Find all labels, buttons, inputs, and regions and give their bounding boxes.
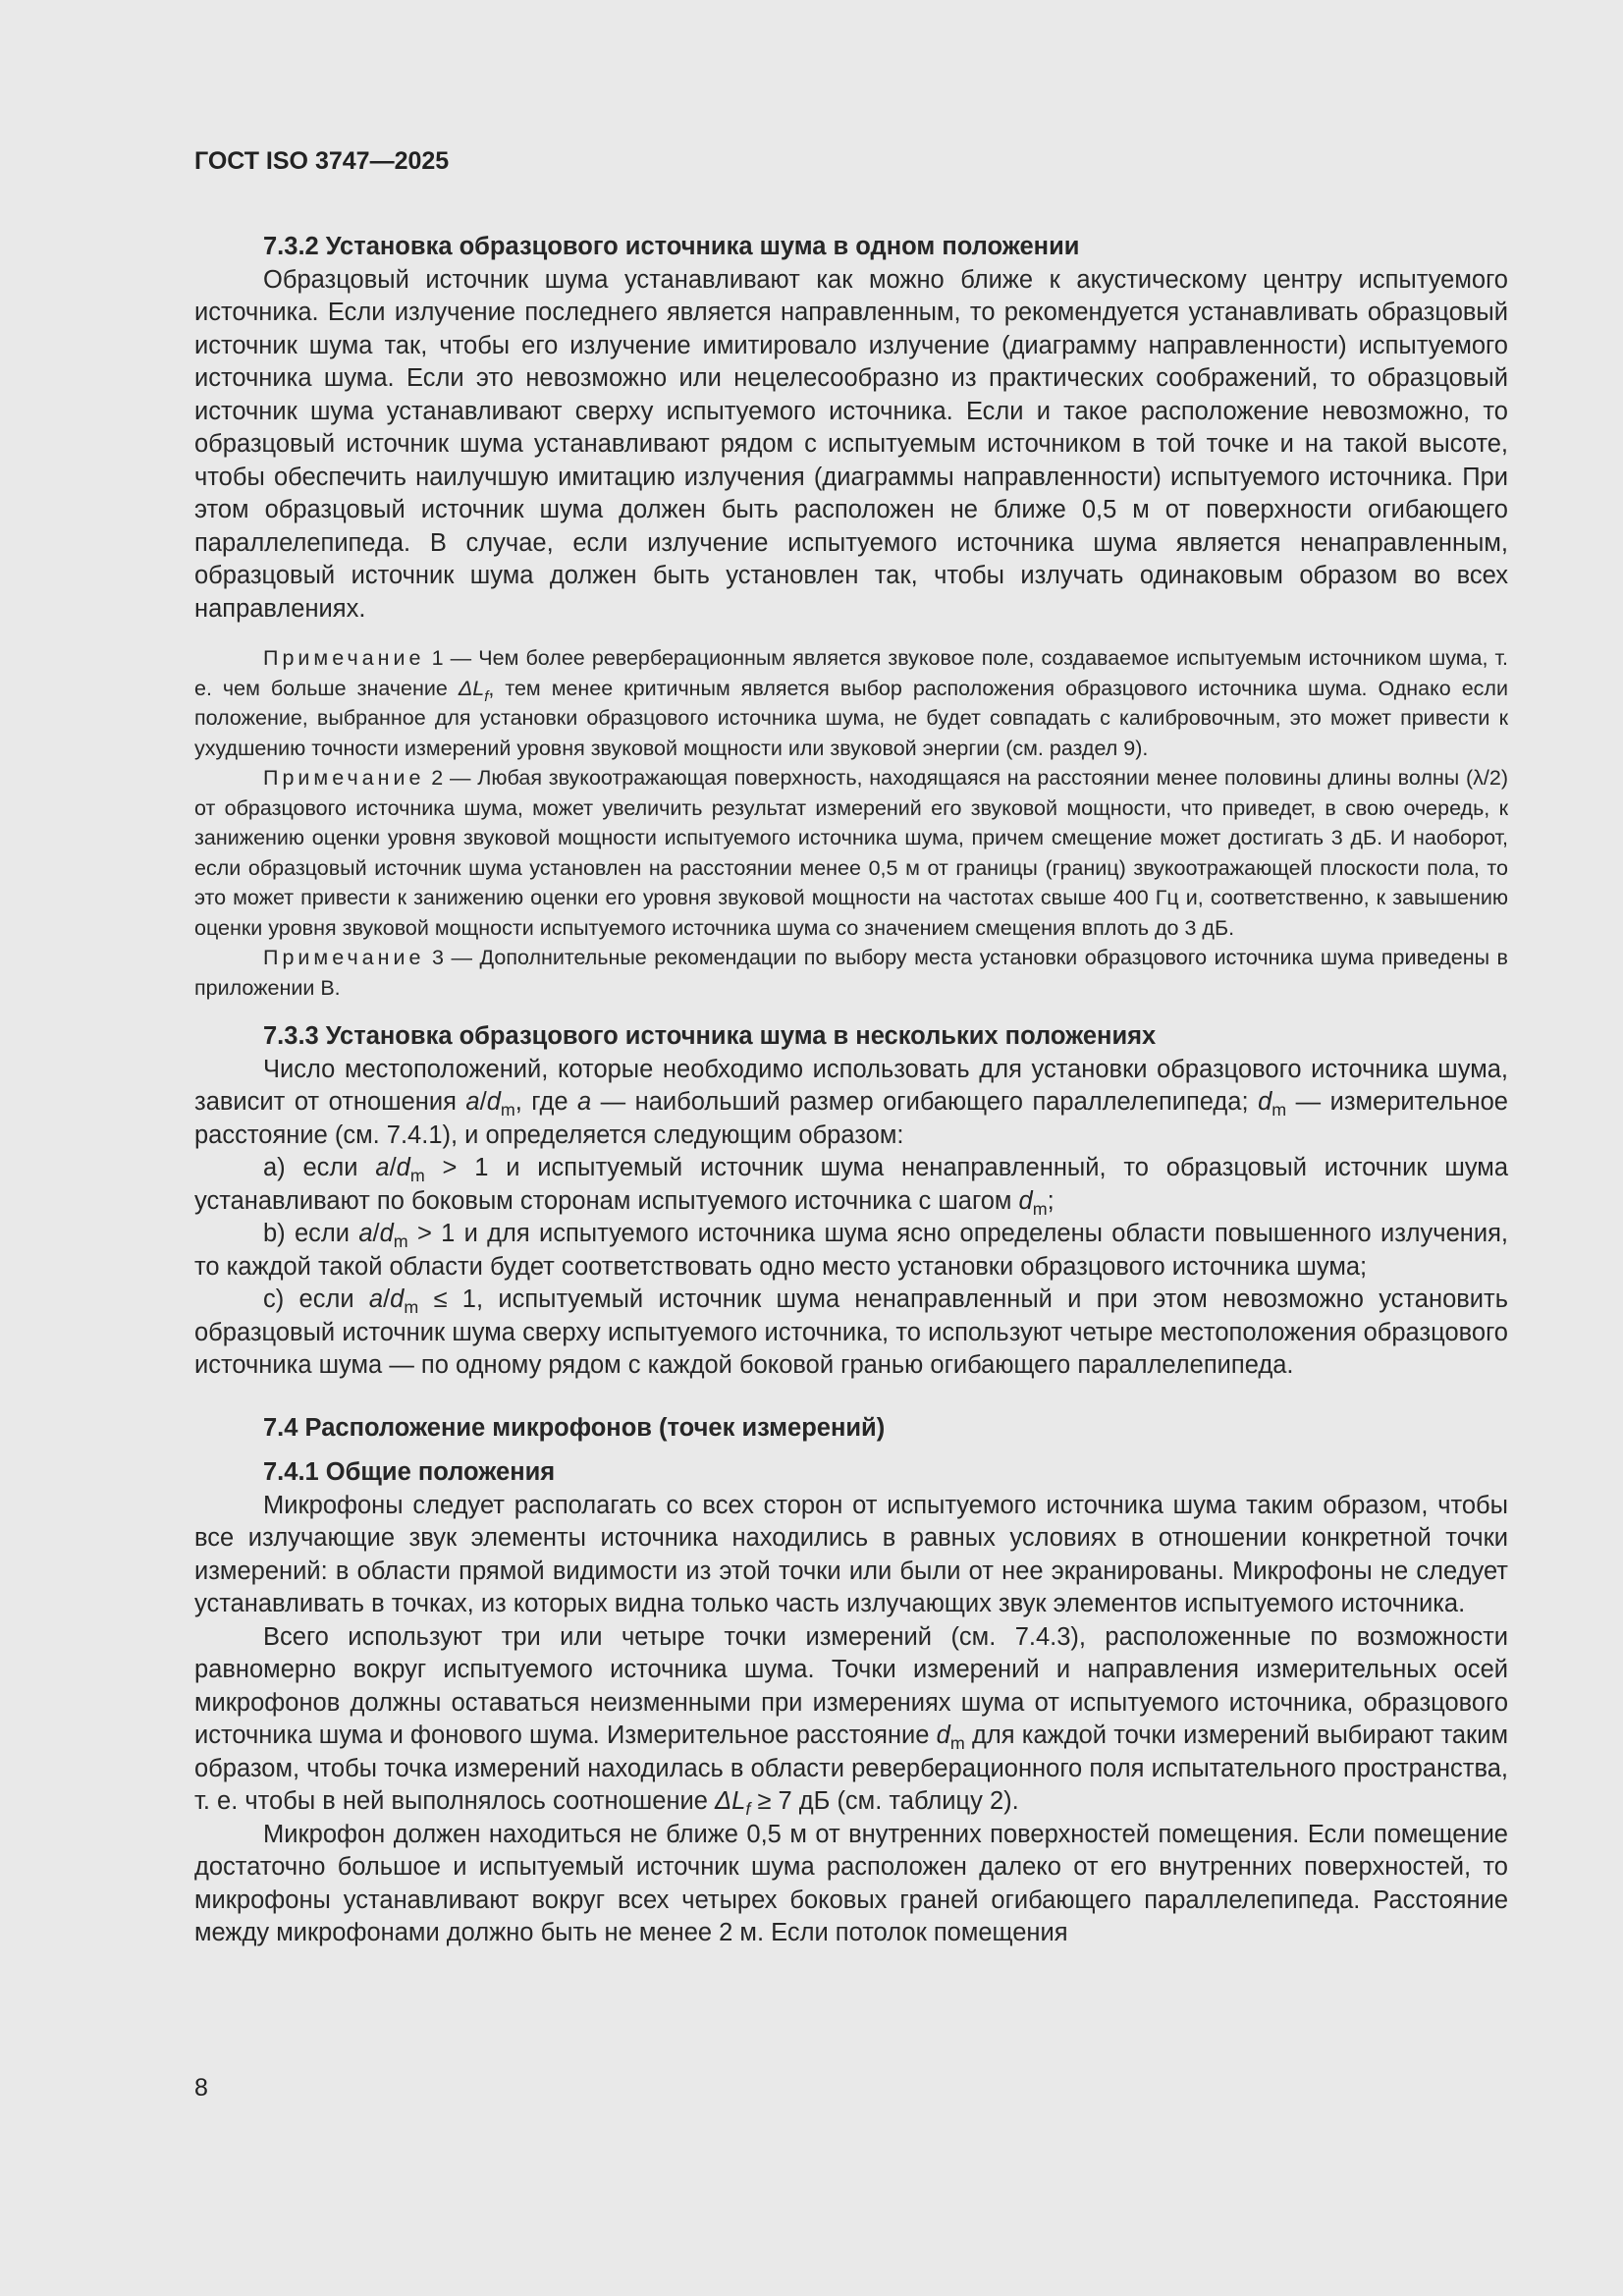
paragraph-7-4-1-p1: Микрофоны следует располагать со всех сторон от испытуемого источника шума таким образом, чтобы все излучающие звук элементы источника находились в равных условиях в отношении конкретной точки измерений: в области прямой видимости из этой точки или были от нее экранированы. Микрофоны не следует устанавливать в точках, из которых видна только часть излучающих звук элементов испытуемого источника. xyxy=(194,1491,1508,1617)
text-run: / xyxy=(372,1220,380,1247)
note-text: , тем менее критичным является выбор расположения образцового источника шума. Однако если положение, выбранное для установки образцового источника шума, не будет совпадать с калибровочным, это может привести к ухудшению точности измерений уровня звуковой мощности или звуковой энергии (см. раздел 9). xyxy=(194,676,1508,760)
text-run: a) если xyxy=(263,1154,376,1181)
symbol-d: d xyxy=(396,1154,410,1181)
text-run: ≥ 7 дБ (см. таблицу 2). xyxy=(750,1787,1019,1815)
symbol-a: a xyxy=(577,1088,592,1116)
list-item-c xyxy=(194,1284,1508,1383)
page-number: 8 xyxy=(194,2074,208,2102)
note-label: Примечание xyxy=(263,766,425,790)
symbol-a: a xyxy=(375,1154,390,1181)
symbol-delta-l: ΔL xyxy=(715,1787,746,1815)
symbol-subscript: m xyxy=(393,1231,408,1251)
symbol-delta-l: ΔL xyxy=(458,676,485,700)
text-run: для каждой точки измерений выбирают таким образом, чтобы точка измерений находилась в области реверберационного поля испытательного пространства, т. е. чтобы в ней выполнялось соотношение xyxy=(194,1722,1508,1815)
symbol-subscript: m xyxy=(1271,1100,1287,1120)
note-number: 1 xyxy=(431,646,444,670)
paragraph-7-3-2: Образцовый источник шума устанавливают как можно ближе к акустическому центру испытуемого источника. Если излучение последнего является направленным, то рекомендуется устанавливать образцовый источник шума так, чтобы его излучение имитировало излучение (диаграмму направленности) испытуемого источника шума. Если это невозможно или нецелесообразно из практических соображений, то образцовый источник шума устанавливают сверху испытуемого источника. Если и такое расположение невозможно, то образцовый источник шума устанавливают рядом с испытуемым источником в той точке и на такой высоте, чтобы обеспечить наилучшую имитацию излучения (диаграммы направленности) испытуемого источника. При этом образцовый источник шума должен быть расположен не ближе 0,5 м от поверхности огибающего параллелепипеда. В случае, если излучение испытуемого источника шума является ненаправленным, образцовый источник шума должен быть установлен так, чтобы излучать одинаковым образом во всех направлениях. xyxy=(194,265,1508,623)
note-label: Примечание xyxy=(263,646,425,670)
text-run: / xyxy=(479,1088,487,1116)
symbol-d: d xyxy=(379,1220,394,1247)
paragraph-7-4-1-p2 xyxy=(194,1621,1508,1819)
text-run: — наибольший размер огибающего параллелепипеда; xyxy=(591,1088,1259,1116)
section-heading-7-4: 7.4 Расположение микрофонов (точек измерений) xyxy=(263,1413,886,1442)
symbol-d: d xyxy=(1258,1088,1272,1116)
text-run: b) если xyxy=(263,1220,359,1247)
note-text: — Дополнительные рекомендации по выбору места установки образцового источника шума приведены в приложении В. xyxy=(194,946,1508,1000)
symbol-d: d xyxy=(1018,1186,1033,1215)
symbol-subscript: f xyxy=(745,1799,751,1819)
text-run: c) если xyxy=(263,1285,369,1313)
section-heading-7-3-2: 7.3.2 Установка образцового источника шума в одном положении xyxy=(263,233,1080,260)
document-page xyxy=(194,147,1508,1950)
symbol-d: d xyxy=(936,1722,950,1749)
symbol-d: d xyxy=(390,1285,405,1313)
symbol-subscript: m xyxy=(404,1297,419,1317)
text-run: > 1 и испытуемый источник шума ненаправленный, то образцовый источник шума устанавливают по боковым сторонам испытуемого источника с шагом xyxy=(194,1154,1508,1215)
text-run: Число местоположений, которые необходимо использовать для установки образцового источника шума, зависит от отношения xyxy=(194,1055,1508,1116)
symbol-subscript: f xyxy=(484,687,489,705)
symbol-a: a xyxy=(368,1285,384,1313)
section-heading-7-4-1: 7.4.1 Общие положения xyxy=(263,1458,556,1486)
symbol-subscript: m xyxy=(1032,1198,1048,1219)
note-2 xyxy=(194,763,1508,943)
text-run: > 1 и для испытуемого источника шума ясно определены области повышенного излучения, то каждой такой области будет соответствовать одно место установки образцового источника шума; xyxy=(194,1220,1508,1281)
text-run: , где xyxy=(514,1088,578,1116)
note-number: 2 xyxy=(431,766,444,790)
paragraph-7-3-3-intro xyxy=(194,1054,1508,1153)
list-item-a xyxy=(194,1152,1508,1218)
symbol-a: a xyxy=(465,1088,480,1116)
text-run: ≤ 1, испытуемый источник шума ненаправленный и при этом невозможно установить образцовый источник шума сверху испытуемого источника, то используют четыре местоположения образцового источника шума — по одному рядом с каждой боковой гранью огибающего параллелепипеда. xyxy=(194,1285,1509,1379)
text-run: — измерительное расстояние (см. 7.4.1), и определяется следующим образом: xyxy=(194,1088,1508,1149)
document-header: ГОСТ ISO 3747—2025 xyxy=(194,147,450,175)
paragraph-7-4-1-p3: Микрофон должен находиться не ближе 0,5 м от внутренних поверхностей помещения. Если помещение достаточно большое и испытуемый источник шума расположен далеко от его внутренних поверхностей, то микрофоны устанавливают вокруг всех четырех боковых граней огибающего параллелепипеда. Расстояние между микрофонами должно быть не менее 2 м. Если потолок помещения xyxy=(194,1820,1508,1946)
note-3 xyxy=(194,943,1508,1003)
text-run: / xyxy=(383,1285,391,1313)
symbol-a: a xyxy=(358,1220,373,1247)
symbol-subscript: m xyxy=(409,1166,425,1185)
note-number: 3 xyxy=(432,946,444,969)
symbol-subscript: m xyxy=(500,1100,515,1120)
text-run: ; xyxy=(1047,1186,1055,1215)
list-item-b xyxy=(194,1218,1508,1284)
section-heading-7-3-3: 7.3.3 Установка образцового источника шума в нескольких положениях xyxy=(263,1022,1157,1050)
note-1 xyxy=(194,643,1508,763)
text-run: Всего используют три или четыре точки измерений (см. 7.4.3), расположенные по возможности равномерно вокруг испытуемого источника шума. Точки измерений и направления измерительных осей микрофонов должны оставаться неизменными при измерениях шума от испытуемого источника, образцового источника шума и фонового шума. Измерительное расстояние xyxy=(194,1622,1508,1749)
note-label: Примечание xyxy=(263,946,425,969)
symbol-subscript: m xyxy=(949,1733,965,1753)
note-text: — Чем более реверберационным является звуковое поле, создаваемое испытуемым источником шума, т. е. чем больше значение xyxy=(194,646,1508,700)
symbol-d: d xyxy=(486,1088,501,1116)
text-run: / xyxy=(389,1154,397,1181)
note-text: — Любая звукоотражающая поверхность, находящаяся на расстоянии менее половины длины волны (λ/2) от образцового источника шума, может увеличить результат измерений его звуковой мощности, что приведет, в свою очередь, к занижению оценки уровня звуковой мощности испытуемого источника шума, причем смещение может достигать 3 дБ. И наоборот, если образцовый источник шума установлен на расстоянии менее 0,5 м от границы (границ) звукоотражающей плоскости пола, то это может привести к занижению оценки его уровня звуковой мощности на частотах свыше 400 Гц и, соответственно, к завышению оценки уровня звуковой мощности испытуемого источника шума со значением смещения вплоть до 3 дБ. xyxy=(194,766,1508,940)
